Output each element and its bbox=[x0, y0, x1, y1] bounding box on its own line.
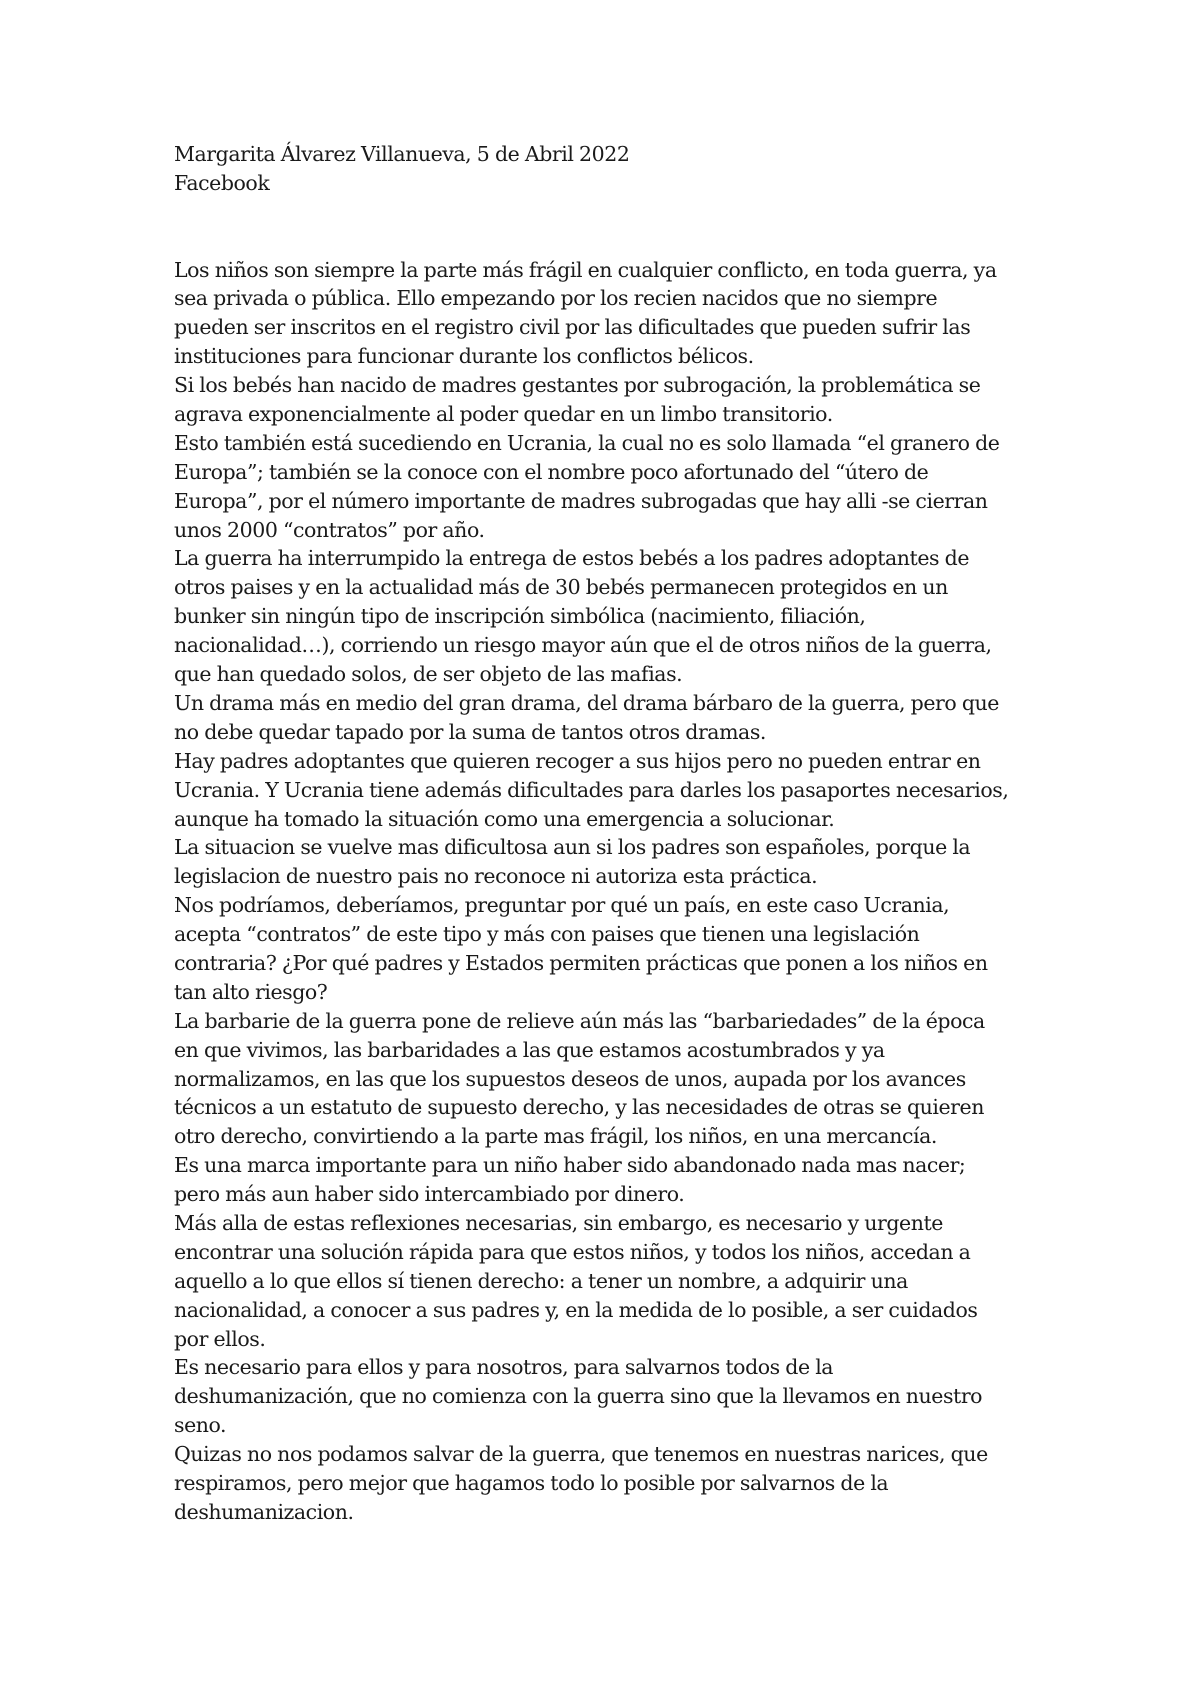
body-text-line: técnicos a un estatuto de supuesto derecho, y las necesidades de otras se quieren bbox=[174, 1095, 984, 1120]
body-text-line: pueden ser inscritos en el registro civil por las dificultades que pueden sufrir las bbox=[174, 315, 971, 340]
body-text-line: en que vivimos, las barbaridades a las que estamos acostumbrados y ya bbox=[174, 1037, 885, 1062]
paragraph-gap bbox=[174, 198, 1044, 256]
article-body bbox=[174, 256, 1044, 1527]
body-text-line: no debe quedar tapado por la suma de tantos otros dramas. bbox=[174, 719, 766, 744]
body-text-line: que han quedado solos, de ser objeto de las mafias. bbox=[174, 662, 683, 687]
document-content bbox=[174, 140, 1044, 1527]
body-text-line: nacionalidad, a conocer a sus padres y, en la medida de lo posible, a ser cuidados bbox=[174, 1297, 978, 1322]
body-text-line: agrava exponencialmente al poder quedar en un limbo transitorio. bbox=[174, 402, 833, 427]
body-text-line: La guerra ha interrumpido la entrega de estos bebés a los padres adoptantes de bbox=[174, 546, 970, 571]
body-text-line: acepta “contratos” de este tipo y más con paises que tienen una legislación bbox=[174, 922, 920, 947]
body-text-line: normalizamos, en las que los supuestos deseos de unos, aupada por los avances bbox=[174, 1066, 966, 1091]
body-text-line: otro derecho, convirtiendo a la parte mas frágil, los niños, en una mercancía. bbox=[174, 1124, 937, 1149]
body-text-line: unos 2000 “contratos” por año. bbox=[174, 517, 485, 542]
body-text-line: encontrar una solución rápida para que estos niños, y todos los niños, accedan a bbox=[174, 1239, 971, 1264]
body-text-line: sea privada o pública. Ello empezando por los recien nacidos que no siempre bbox=[174, 286, 938, 311]
body-text-line: Si los bebés han nacido de madres gestantes por subrogación, la problemática se bbox=[174, 373, 981, 398]
body-text-line: por ellos. bbox=[174, 1326, 266, 1351]
body-text-line: aunque ha tomado la situación como una emergencia a solucionar. bbox=[174, 806, 835, 831]
body-text-line: La barbarie de la guerra pone de relieve aún más las “barbariedades” de la época bbox=[174, 1008, 985, 1033]
body-text-line: instituciones para funcionar durante los conflictos bélicos. bbox=[174, 344, 754, 369]
body-text-line: Más alla de estas reflexiones necesarias, sin embargo, es necesario y urgente bbox=[174, 1210, 943, 1235]
body-text-line: deshumanización, que no comienza con la guerra sino que la llevamos en nuestro bbox=[174, 1384, 983, 1409]
body-text-line: legislacion de nuestro pais no reconoce ni autoriza esta práctica. bbox=[174, 864, 818, 889]
body-text-line: Nos podríamos, deberíamos, preguntar por qué un país, en este caso Ucrania, bbox=[174, 893, 950, 918]
body-text-line: seno. bbox=[174, 1413, 227, 1438]
body-text-line: Europa”; también se la conoce con el nombre poco afortunado del “útero de bbox=[174, 459, 929, 484]
body-text-line: nacionalidad…), corriendo un riesgo mayor aún que el de otros niños de la guerra, bbox=[174, 633, 992, 658]
body-text-line: otros paises y en la actualidad más de 30 bebés permanecen protegidos en un bbox=[174, 575, 948, 600]
body-text-line: Hay padres adoptantes que quieren recoger a sus hijos pero no pueden entrar en bbox=[174, 748, 981, 773]
source-line: Facebook bbox=[174, 170, 270, 195]
body-text-line: Ucrania. Y Ucrania tiene además dificultades para darles los pasaportes necesarios, bbox=[174, 777, 1009, 802]
body-text-line: Quizas no nos podamos salvar de la guerra, que tenemos en nuestras narices, que bbox=[174, 1442, 988, 1467]
body-text-line: bunker sin ningún tipo de inscripción simbólica (nacimiento, filiación, bbox=[174, 604, 866, 629]
body-text-line: Europa”, por el número importante de madres subrogadas que hay alli -se cierran bbox=[174, 488, 988, 513]
body-text-line: Es necesario para ellos y para nosotros, para salvarnos todos de la bbox=[174, 1355, 834, 1380]
body-text-line: deshumanizacion. bbox=[174, 1499, 354, 1524]
body-text-line: tan alto riesgo? bbox=[174, 979, 328, 1004]
body-text-line: Es una marca importante para un niño haber sido abandonado nada mas nacer; bbox=[174, 1153, 966, 1178]
body-text-line: Un drama más en medio del gran drama, del drama bárbaro de la guerra, pero que bbox=[174, 690, 999, 715]
body-text-line: La situacion se vuelve mas dificultosa aun si los padres son españoles, porque la bbox=[174, 835, 971, 860]
body-text-line: aquello a lo que ellos sí tienen derecho: a tener un nombre, a adquirir una bbox=[174, 1268, 908, 1293]
body-text-line: contraria? ¿Por qué padres y Estados permiten prácticas que ponen a los niños en bbox=[174, 950, 988, 975]
author-date-line: Margarita Álvarez Villanueva, 5 de Abril 2022 bbox=[174, 142, 630, 166]
body-text-line: respiramos, pero mejor que hagamos todo lo posible por salvarnos de la bbox=[174, 1470, 889, 1495]
body-text-line: Los niños son siempre la parte más frágil en cualquier conflicto, en toda guerra, ya bbox=[174, 257, 997, 282]
body-text-line: Esto también está sucediendo en Ucrania, la cual no es solo llamada “el granero de bbox=[174, 430, 1000, 455]
body-text-line: pero más aun haber sido intercambiado por dinero. bbox=[174, 1182, 685, 1207]
